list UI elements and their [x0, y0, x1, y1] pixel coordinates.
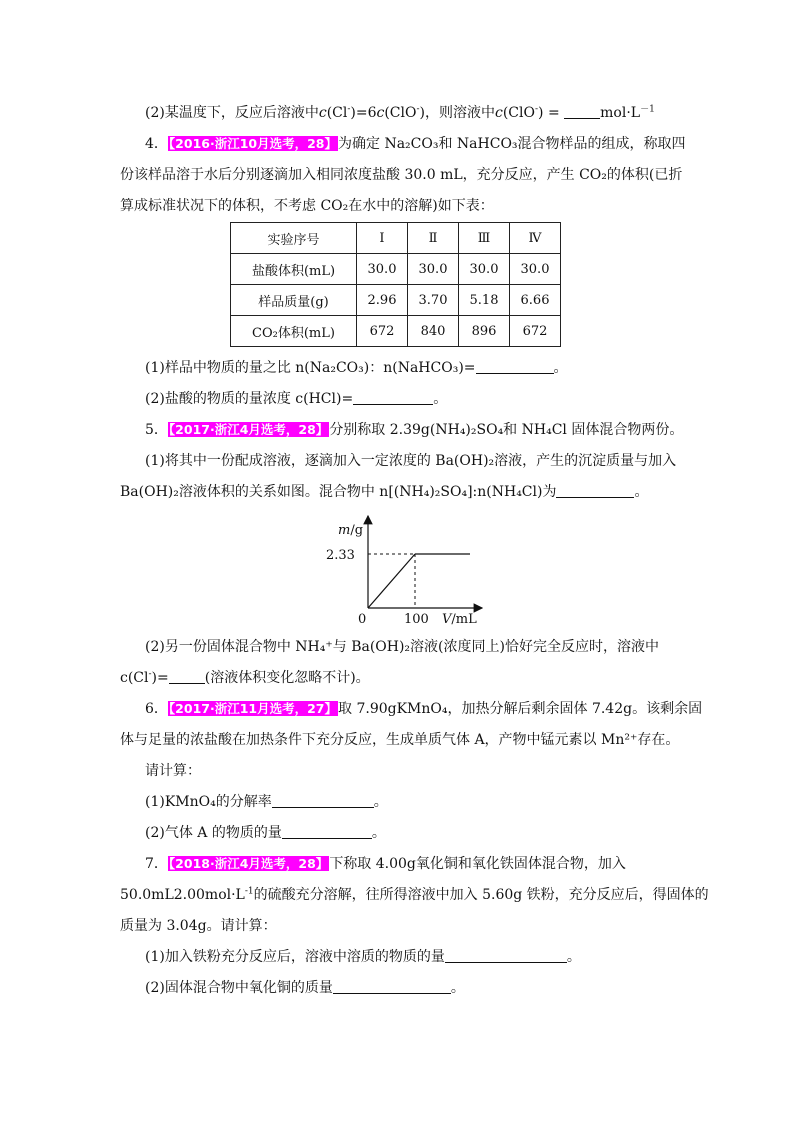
y-tick-label: 2.33 [326, 548, 355, 563]
q6-heading: 6．【2017·浙江11月选考，27】取 7.90gKMnO₄，加热分解后剩余固体 7.42g。该剩余固 [145, 701, 703, 717]
answer-blank[interactable] [556, 483, 634, 498]
table-row: CO₂体积(mL) 672 840 896 672 [231, 316, 561, 347]
answer-blank[interactable] [476, 359, 554, 374]
q7-sub2: (2)固体混合物中氧化铜的质量 。 [145, 980, 465, 996]
answer-blank[interactable] [272, 793, 374, 808]
x-axis-label: V/mL [442, 612, 477, 627]
answer-blank[interactable] [333, 979, 451, 994]
q7-line3: 质量为 3.04g。请计算： [120, 918, 277, 934]
q4-sub2: (2)盐酸的物质的量浓度 c(HCl)= 。 [145, 391, 448, 407]
q5-line5: c(Cl-)= (溶液体积变化忽略不计)。 [120, 669, 370, 686]
source-tag: 【2017·浙江4月选考，28】 [168, 422, 329, 437]
q5-heading: 5．【2017·浙江4月选考，28】分别称取 2.39g(NH₄)₂SO₄和 NH₄Cl 固体混合物两份。 [145, 422, 684, 438]
question-number: 5． [145, 422, 168, 438]
q5-line2: (1)将其中一份配成溶液，逐滴加入一定浓度的 Ba(OH)₂溶液，产生的沉淀质量与加入 [145, 453, 677, 469]
table-header-row: 实验序号 Ⅰ Ⅱ Ⅲ Ⅳ [231, 223, 561, 254]
experiment-table [230, 222, 561, 347]
q3-part2-text: (2)某温度下，反应后溶液中 [145, 105, 319, 121]
q4-line3: 算成标准状况下的体积，不考虑 CO₂在水中的溶解)如下表： [120, 198, 494, 214]
q6-sub2: (2)气体 A 的物质的量 。 [145, 825, 386, 841]
question-number: 4． [145, 136, 168, 152]
answer-blank[interactable] [564, 104, 600, 119]
source-tag: 【2017·浙江11月选考，27】 [168, 701, 338, 716]
table-row: 样品质量(g) 2.96 3.70 5.18 6.66 [231, 285, 561, 316]
y-axis-label: m/g [338, 523, 364, 538]
q3-part2: (2)某温度下，反应后溶液中c(Cl-)=6c(ClO-)，则溶液中$c(ClO^-) = mol\cdot L^{-1}$ [145, 104, 655, 121]
q7-line2: $50.0mL2.00mol\cdot L^{-1}$的硫酸充分溶解，往所得溶液中加入 5.60g 铁粉，充分反应后，得固体的 [120, 886, 709, 903]
source-tag: 【2018·浙江4月选考，28】 [168, 856, 329, 871]
q7-heading: 7．【2018·浙江4月选考，28】下称取 4.00g氧化铜和氧化铁固体混合物，加入 [145, 856, 626, 872]
answer-blank[interactable] [282, 824, 372, 839]
origin-label: 0 [358, 612, 367, 627]
q5-line3: Ba(OH)₂溶液体积的关系如图。混合物中 n[(NH₄)₂SO₄]:n(NH₄Cl)为 。 [120, 484, 649, 500]
q6-sub1: (1)KMnO₄的分解率 。 [145, 794, 388, 810]
q7-sub1: (1)加入铁粉充分反应后，溶液中溶质的物质的量 。 [145, 949, 581, 965]
question-number: 6． [145, 701, 168, 717]
answer-blank[interactable] [353, 390, 433, 405]
precipitate-graph [320, 510, 490, 630]
q4-sub1: (1)样品中物质的量之比 n(Na₂CO₃)：n(NaHCO₃)= 。 [145, 360, 568, 376]
x-tick-label: 100 [404, 612, 429, 627]
q6-line2: 体与足量的浓盐酸在加热条件下充分反应，生成单质气体 A，产物中锰元素以 Mn²⁺存在。 [120, 732, 680, 748]
q4-heading: 4．【2016·浙江10月选考，28】为确定 Na₂CO₃和 NaHCO₃混合物样品的组成，称取四 [145, 136, 686, 152]
q4-line2: 份该样品溶于水后分别逐滴加入相同浓度盐酸 30.0 mL，充分反应，产生 CO₂的体积(已折 [120, 167, 683, 183]
answer-blank[interactable] [169, 669, 205, 684]
q6-line3: 请计算： [145, 763, 201, 779]
table-row: 盐酸体积(mL) 30.0 30.0 30.0 30.0 [231, 254, 561, 285]
rising-line [368, 554, 415, 608]
answer-blank[interactable] [445, 948, 567, 963]
q5-line4: (2)另一份固体混合物中 NH₄⁺与 Ba(OH)₂溶液(浓度同上)恰好完全反应时，溶液中 [145, 639, 659, 655]
question-number: 7． [145, 856, 168, 872]
source-tag: 【2016·浙江10月选考，28】 [168, 136, 338, 151]
